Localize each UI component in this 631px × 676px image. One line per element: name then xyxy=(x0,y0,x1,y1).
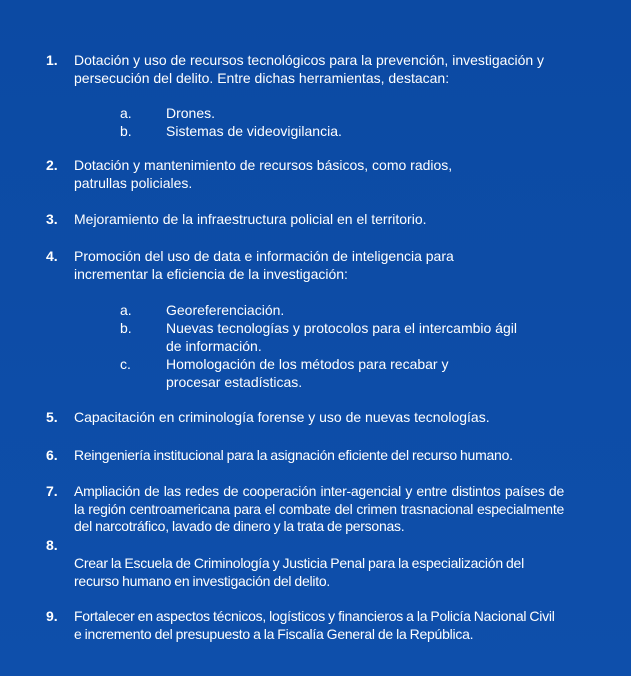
item-number: 5. xyxy=(46,409,58,425)
sub-item-letter: a. xyxy=(120,302,132,318)
sub-item-text: Nuevas tecnologías y protocolos para el intercambio ágil de información. xyxy=(166,320,517,354)
sub-item-text: Drones. xyxy=(166,105,216,121)
item-number: 4. xyxy=(46,248,58,264)
sub-item-letter: b. xyxy=(120,123,132,139)
item-text: Capacitación en criminología forense y uso de nuevas tecnologías. xyxy=(74,409,490,425)
item-number: 2. xyxy=(46,157,58,173)
item-number: 9. xyxy=(46,608,58,624)
sub-item-letter: b. xyxy=(120,320,132,336)
sub-item-text: Georeferenciación. xyxy=(166,302,285,318)
item-number: 6. xyxy=(46,447,58,463)
item-text: Dotación y mantenimiento de recursos básicos, como radios, patrullas policiales. xyxy=(74,157,453,191)
item-text: Dotación y uso de recursos tecnológicos para la prevención, investigación y persecución del delito. Entre dichas herramientas, destacan: xyxy=(74,52,545,86)
sub-item-text: Sistemas de videovigilancia. xyxy=(166,123,342,139)
item-text: Crear la Escuela de Criminología y Justicia Penal para la especialización del recurso humano en investigación del delito. xyxy=(74,555,524,589)
sub-item-letter: a. xyxy=(120,105,132,121)
sub-item-letter: c. xyxy=(120,356,131,372)
item-number: 7. xyxy=(46,483,58,499)
sub-item-text: Homologación de los métodos para recabar y procesar estadísticas. xyxy=(166,356,449,390)
item-number: 3. xyxy=(46,211,58,227)
item-text: Fortalecer en aspectos técnicos, logísticos y financieros a la Policía Nacional Civil e incremento del presupuesto a la Fiscalía General de la República. xyxy=(74,608,555,642)
item-text: Ampliación de las redes de cooperación inter-agencial y entre distintos países de la región centroamericana para el combate del crimen trasnacional especialmente del narcotráfico, lavado de dinero y la trata de personas. xyxy=(74,483,564,534)
item-text: Mejoramiento de la infraestructura policial en el territorio. xyxy=(74,211,427,227)
item-text: Reingeniería institucional para la asignación eficiente del recurso humano. xyxy=(74,447,513,463)
item-number: 8. xyxy=(46,537,58,553)
item-text: Promoción del uso de data e información de inteligencia para incrementar la eficiencia de la investigación: xyxy=(74,248,454,282)
item-number: 1. xyxy=(46,52,58,68)
